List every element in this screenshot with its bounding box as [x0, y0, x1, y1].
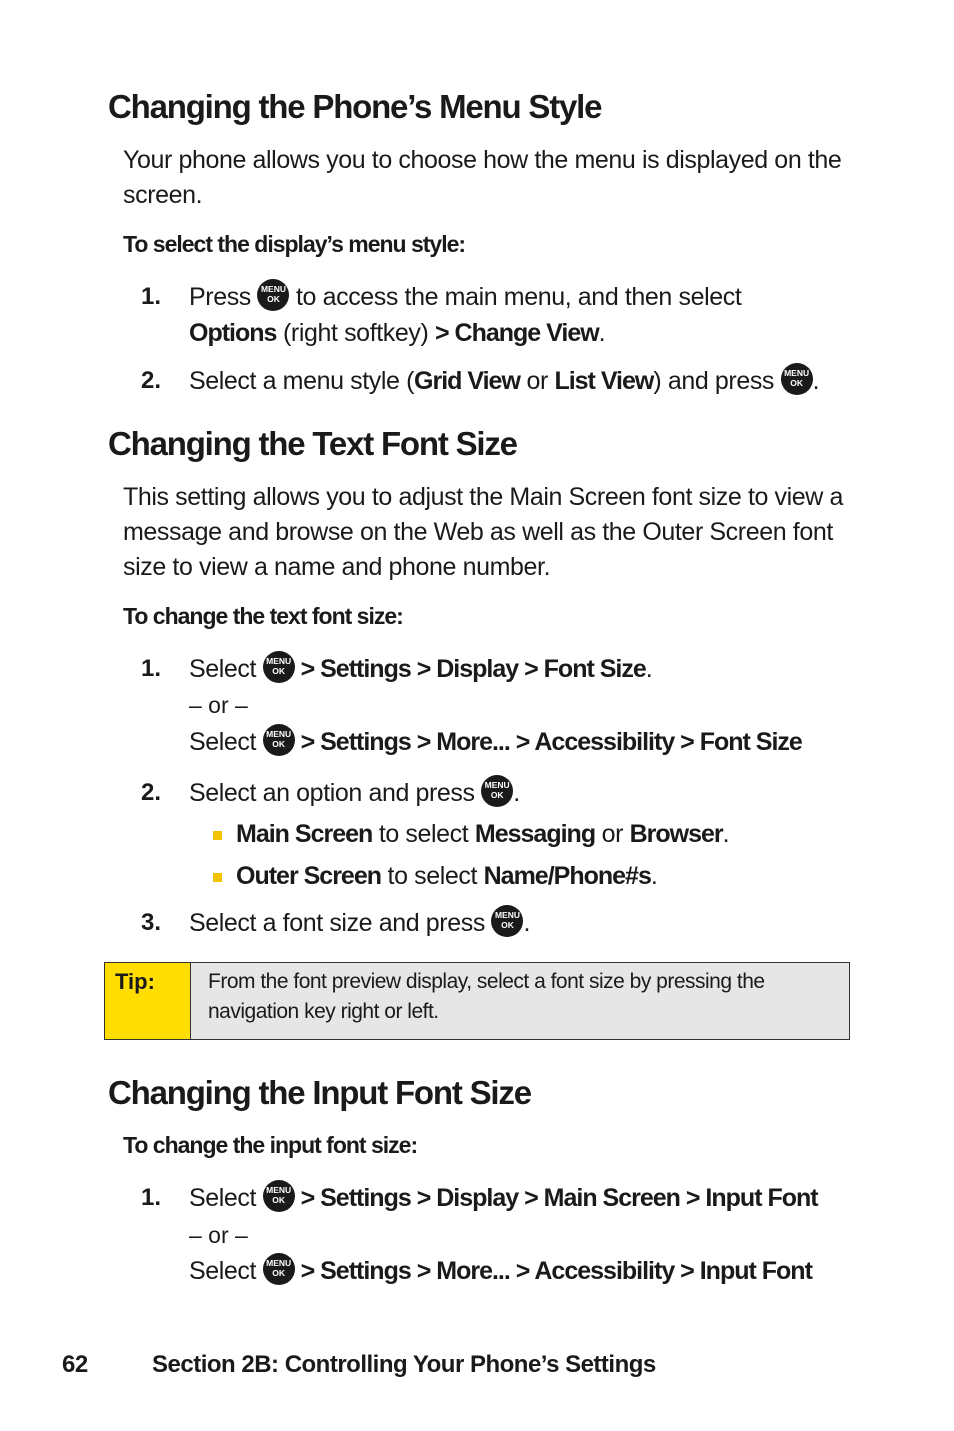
input-font-step-1: Select MENU OK > Settings > Display > Main Screen > Input Font [189, 1183, 818, 1215]
page-number: 62 [62, 1351, 88, 1378]
input-font-step-1-alt: Select MENU OK > Settings > More... > Accessibility > Input Font [189, 1256, 812, 1288]
heading-menu-style: Changing the Phone’s Menu Style [108, 88, 602, 125]
menu-style-intro: Your phone allows you to choose how the menu is displayed on the screen. [123, 146, 842, 209]
step-number: 1. [141, 1184, 162, 1211]
step-number: 2. [141, 779, 162, 806]
menu-ok-key-icon: MENU OK [781, 363, 813, 395]
text-font-step-2: Select an option and press MENU OK . [189, 778, 520, 810]
bullet-icon [213, 873, 222, 882]
menu-ok-key-icon: MENU OK [491, 905, 523, 937]
or-separator: – or – [189, 1222, 248, 1248]
heading-text-font-size: Changing the Text Font Size [108, 425, 517, 462]
text-font-step-3: Select a font size and press MENU OK . [189, 908, 530, 940]
menu-style-step-2: Select a menu style (Grid View or List View) and press MENU OK . [189, 366, 819, 398]
text-font-intro: This setting allows you to adjust the Main Screen font size to view a message and browse on the Web as well as the Outer Screen font size to view a name and phone number. [123, 483, 843, 581]
menu-ok-key-icon: MENU OK [263, 724, 295, 756]
text-font-subheading: To change the text font size: [123, 603, 403, 629]
tip-box [104, 962, 850, 1040]
menu-ok-key-icon: MENU OK [263, 1253, 295, 1285]
tip-label: Tip: [105, 963, 191, 1039]
step-number: 3. [141, 909, 162, 936]
menu-style-step-1-cont: Options (right softkey) > Change View. [189, 319, 606, 347]
menu-ok-key-icon: MENU OK [263, 1180, 295, 1212]
menu-style-step-1: Press MENU OK to access the main menu, and then select [189, 282, 741, 314]
menu-style-subheading: To select the display’s menu style: [123, 231, 466, 257]
bullet-main-screen: Main Screen to select Messaging or Browser. [236, 820, 730, 848]
heading-input-font-size: Changing the Input Font Size [108, 1074, 531, 1111]
menu-ok-key-icon: MENU OK [481, 775, 513, 807]
tip-text: From the font preview display, select a font size by pressing the navigation key right or left. [191, 963, 849, 1039]
footer-section-title: Section 2B: Controlling Your Phone’s Settings [152, 1351, 656, 1378]
input-font-subheading: To change the input font size: [123, 1132, 418, 1158]
text-font-step-1: Select MENU OK > Settings > Display > Font Size. [189, 654, 652, 686]
bullet-icon [213, 831, 222, 840]
step-number: 1. [141, 655, 162, 682]
text-font-step-1-alt: Select MENU OK > Settings > More... > Accessibility > Font Size [189, 727, 802, 759]
bullet-outer-screen: Outer Screen to select Name/Phone#s. [236, 862, 658, 890]
step-number: 2. [141, 367, 162, 394]
step-number: 1. [141, 283, 162, 310]
menu-ok-key-icon: MENU OK [263, 651, 295, 683]
menu-ok-key-icon: MENU OK [257, 279, 289, 311]
or-separator: – or – [189, 692, 248, 718]
